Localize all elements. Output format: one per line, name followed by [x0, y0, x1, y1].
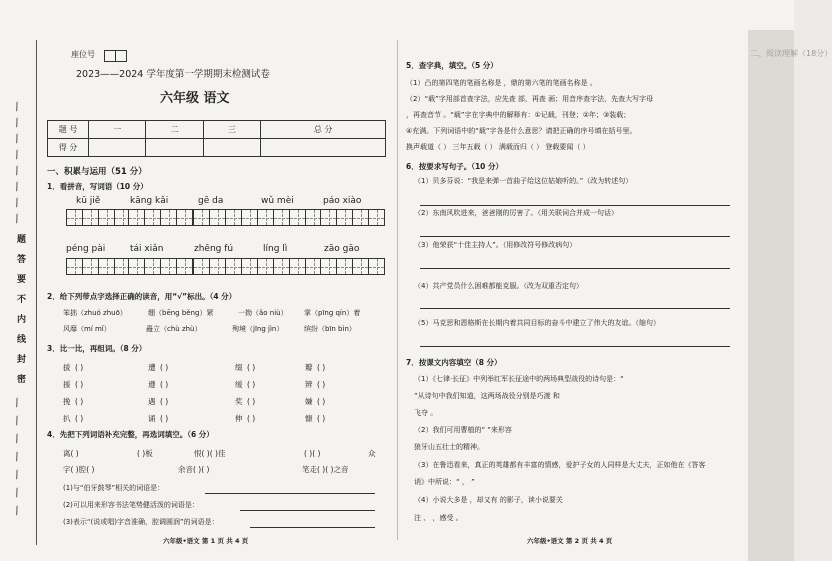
margin-notice-char: 答	[17, 255, 27, 265]
seat-number-label: 座位号	[71, 50, 95, 59]
cut-mark: /	[13, 449, 21, 464]
cut-mark: /	[13, 131, 21, 146]
binding-line	[36, 40, 37, 545]
pinyin: páo xiào	[323, 196, 362, 206]
q4-idiom[interactable]: 众	[368, 449, 376, 458]
q5-line: （2）“载”字用部首查字法，应先查 部，再查 画；用音序查字法，先查大写字母	[406, 95, 654, 103]
q3-answer-blank[interactable]: ( )	[317, 380, 326, 389]
column-divider	[397, 40, 398, 540]
q3-char-item[interactable]: 遵	[148, 380, 156, 389]
score-cell[interactable]	[203, 139, 260, 157]
q3-answer-blank[interactable]: ( )	[160, 397, 169, 406]
q1-title: 1．看拼音，写词语（10 分）	[47, 182, 148, 191]
q4-idiom[interactable]: 字( )腔( )	[63, 465, 95, 474]
q3-answer-blank[interactable]: ( )	[75, 363, 84, 372]
pinyin: péng pài	[66, 244, 106, 254]
q3-char-item[interactable]: 扒	[63, 414, 71, 423]
cut-mark: /	[13, 431, 21, 446]
score-cell[interactable]	[146, 139, 203, 157]
q4-idiom[interactable]: 笔走( )( )之音	[302, 465, 349, 474]
q4-sub-question: (3)表示“(说或唱)字音准确，腔调圆润”的词语是：	[63, 518, 219, 526]
pinyin: kāng kǎi	[130, 196, 169, 206]
q2-option[interactable]: 风靡（mí mǐ）	[63, 325, 111, 333]
exam-title: 2023——2024 学年度第一学期期末检测试卷	[76, 69, 270, 80]
q4-sub-question: (1)与“伯牙鼓琴”相关的词语是：	[63, 484, 165, 492]
q7-line: 狼牙山五壮士的精神。	[414, 443, 484, 451]
q5-title: 5．查字典，填空。（5 分）	[406, 61, 498, 70]
writing-grid[interactable]	[257, 209, 321, 226]
margin-notice-char: 内	[17, 315, 27, 325]
q3-answer-blank[interactable]: ( )	[160, 363, 169, 372]
page-footer: 六年级•语文 第 1 页 共 4 页	[163, 537, 249, 545]
q3-char-item[interactable]: 缀	[235, 363, 243, 372]
q4-idiom[interactable]: 余音( )( )	[178, 465, 210, 474]
writing-grid[interactable]	[193, 258, 257, 275]
q3-answer-blank[interactable]: ( )	[317, 363, 326, 372]
score-header: 一	[89, 121, 146, 139]
writing-grid[interactable]	[66, 258, 130, 275]
answer-line[interactable]	[205, 493, 375, 494]
q4-idiom[interactable]: ( )( )	[304, 449, 321, 458]
q2-option[interactable]: 绷（bēng běng）紧	[148, 309, 214, 317]
q6-item: （3）他荣获“十佳主持人”。（用修改符号修改病句）	[414, 241, 577, 249]
cut-mark: /	[13, 413, 21, 428]
q3-answer-blank[interactable]: ( )	[75, 397, 84, 406]
cut-mark: /	[13, 115, 21, 130]
writing-grid[interactable]	[193, 209, 257, 226]
q3-char-item[interactable]: 伸	[235, 414, 243, 423]
cut-mark: /	[13, 211, 21, 226]
page-footer: 六年级•语文 第 2 页 共 4 页	[527, 537, 613, 545]
q2-option[interactable]: 一拗（ǎo niù）	[238, 309, 288, 317]
q2-option[interactable]: 笨拙（zhuó zhuō）	[63, 309, 127, 317]
answer-line[interactable]	[420, 268, 730, 269]
writing-grid[interactable]	[66, 209, 130, 226]
q7-line: （3）在鲁迅看来，真正的英雄都有丰富的情感，爱护子女的人同样是大丈夫，正如他在《答客	[414, 461, 706, 469]
q7-line: 注 、 ，感受 。	[414, 514, 463, 522]
cut-mark: /	[13, 99, 21, 114]
margin-notice-char: 题	[17, 235, 27, 245]
margin-notice-char: 线	[17, 335, 27, 345]
q6-item: （1）贝多芬说：“我是来弹一首曲子给这位姑娘听的。”（改为转述句）	[414, 177, 633, 185]
q5-line: （1）凸的第四笔的笔画名称是 ，鼎的第六笔的笔画名称是 。	[406, 79, 597, 87]
q3-char-item[interactable]: 嫌	[305, 397, 313, 406]
margin-notice-char: 密	[17, 375, 27, 385]
part1-title: 一、积累与运用（51 分）	[47, 167, 147, 177]
q5-line: 换声载道（ ） 三年五载（ ） 满载而归（ ） 登载要闻（ ）	[406, 143, 590, 151]
cut-mark: /	[13, 503, 21, 518]
pinyin: zāo gāo	[324, 244, 360, 254]
q3-title: 3．比一比，再组词。（8 分）	[47, 344, 147, 353]
q3-answer-blank[interactable]: ( )	[247, 397, 256, 406]
cut-mark: /	[13, 395, 21, 410]
score-cell[interactable]	[89, 139, 146, 157]
q3-char-item[interactable]: 瓣	[305, 363, 313, 372]
q3-char-item[interactable]: 遇	[148, 397, 156, 406]
q6-item: （2）东南风吹进来，爸爸刚的厉害了。（用关联词合并成一句话）	[414, 209, 618, 217]
q4-idiom[interactable]: 离( )	[63, 449, 79, 458]
score-cell[interactable]	[261, 139, 386, 157]
q3-char-item[interactable]: 遭	[148, 363, 156, 372]
pinyin: tái xiǎn	[130, 244, 164, 254]
margin-notice-char: 封	[17, 355, 27, 365]
q3-answer-blank[interactable]: ( )	[317, 414, 326, 423]
q3-answer-blank[interactable]: ( )	[160, 380, 169, 389]
q3-answer-blank[interactable]: ( )	[247, 380, 256, 389]
writing-grid[interactable]	[257, 258, 321, 275]
q3-answer-blank[interactable]: ( )	[247, 414, 256, 423]
cut-mark: /	[13, 179, 21, 194]
q3-answer-blank[interactable]: ( )	[75, 414, 84, 423]
pinyin: líng lì	[263, 244, 288, 254]
next-page-heading: 二、阅读理解（18分）	[750, 49, 832, 58]
q2-option[interactable]: 掌（pīng qín）着	[304, 309, 361, 317]
q3-char-item[interactable]: 诵	[148, 414, 156, 423]
pinyin: gē da	[198, 196, 224, 206]
q7-line: （1）《七律·长征》中列举红军长征途中的两场典型战役的诗句是：“	[414, 375, 624, 383]
pinyin: wǔ mèi	[261, 196, 294, 206]
answer-line[interactable]	[240, 510, 375, 511]
score-header: 总 分	[261, 121, 386, 139]
answer-line[interactable]	[420, 236, 730, 237]
answer-line[interactable]	[420, 205, 730, 206]
cut-mark: /	[13, 147, 21, 162]
q2-option[interactable]: 殉境（jīng jìn）	[232, 325, 284, 333]
q2-option[interactable]: 缤纷（bīn bìn）	[304, 325, 356, 333]
answer-line[interactable]	[250, 527, 375, 528]
subject-title: 六年级 语文	[160, 91, 230, 106]
q6-item: （5）马克思和恩格斯在长期内着共同目标的奋斗中建立了伟大的友谊。（缩句）	[414, 319, 660, 327]
writing-grid[interactable]	[128, 258, 192, 275]
q7-line: 诮》中所说：“ ， ”	[414, 478, 475, 486]
pinyin: kū jiě	[76, 196, 101, 206]
q3-char-item[interactable]: 慷	[305, 414, 313, 423]
q2-option[interactable]: 矗立（chù zhù）	[146, 325, 202, 333]
margin-notice-char: 要	[17, 275, 27, 285]
writing-grid[interactable]	[320, 209, 384, 226]
margin-notice-char: 不	[17, 295, 27, 305]
cut-mark: /	[13, 485, 21, 500]
q5-line: ④充满。下列词语中的“载”字各是什么意思？请把正确的序号填在括号里。	[406, 127, 637, 135]
score-row-label: 得 分	[48, 139, 89, 157]
q7-line: 飞夺 。	[414, 409, 438, 417]
q7-line: （2）我们可用曹植的“ ”来形容	[414, 426, 512, 434]
q3-answer-blank[interactable]: ( )	[75, 380, 84, 389]
q3-char-item[interactable]: 挽	[63, 397, 71, 406]
q7-line: ”从诗句中我们知道，这两场战役分别是巧渡 和	[414, 392, 560, 400]
cut-mark: /	[13, 195, 21, 210]
writing-grid[interactable]	[128, 209, 192, 226]
q4-title: 4．先把下列词语补充完整，再选词填空。（6 分）	[47, 430, 214, 439]
q3-answer-blank[interactable]: ( )	[160, 414, 169, 423]
score-header: 三	[203, 121, 260, 139]
next-page-edge	[748, 30, 832, 561]
q4-idiom[interactable]: ( )板	[137, 449, 153, 458]
q3-answer-blank[interactable]: ( )	[317, 397, 326, 406]
q5-line: ，再查音节 。“载”字在字典中的解释有：①记载，刊登；②年；③装载；	[406, 111, 631, 119]
q4-idiom[interactable]: 恨( )( )佳	[194, 449, 226, 458]
score-header: 题 号	[48, 121, 89, 139]
q3-char-item[interactable]: 缓	[235, 380, 243, 389]
q3-char-item[interactable]: 奖	[235, 397, 243, 406]
score-table	[47, 120, 386, 157]
cut-mark: /	[13, 467, 21, 482]
cut-mark: /	[13, 163, 21, 178]
answer-line[interactable]	[420, 308, 730, 309]
score-header: 二	[146, 121, 203, 139]
q3-answer-blank[interactable]: ( )	[247, 363, 256, 372]
q7-line: （4）小说大多是 ，却又有 的影子，读小说要关	[414, 496, 563, 504]
pinyin: zhēng fú	[194, 244, 234, 254]
q6-title: 6．按要求写句子。（10 分）	[406, 162, 504, 171]
seat-number-box[interactable]	[115, 50, 127, 62]
q3-char-item[interactable]: 援	[63, 380, 71, 389]
q6-item: （4）共产党员什么困难都能克服。（改为双重否定句）	[414, 282, 583, 290]
answer-line[interactable]	[420, 346, 730, 347]
q3-char-item[interactable]: 辨	[305, 380, 313, 389]
writing-grid[interactable]	[320, 258, 384, 275]
q7-title: 7．按课文内容填空（8 分）	[406, 358, 502, 367]
q3-char-item[interactable]: 拔	[63, 363, 71, 372]
binding-margin	[0, 0, 38, 561]
q2-title: 2．给下列带点字选择正确的读音，用“√”标出。（4 分）	[47, 292, 237, 301]
q4-sub-question: (2)可以用来形容书法笔势健活泼的词语是：	[63, 501, 199, 509]
